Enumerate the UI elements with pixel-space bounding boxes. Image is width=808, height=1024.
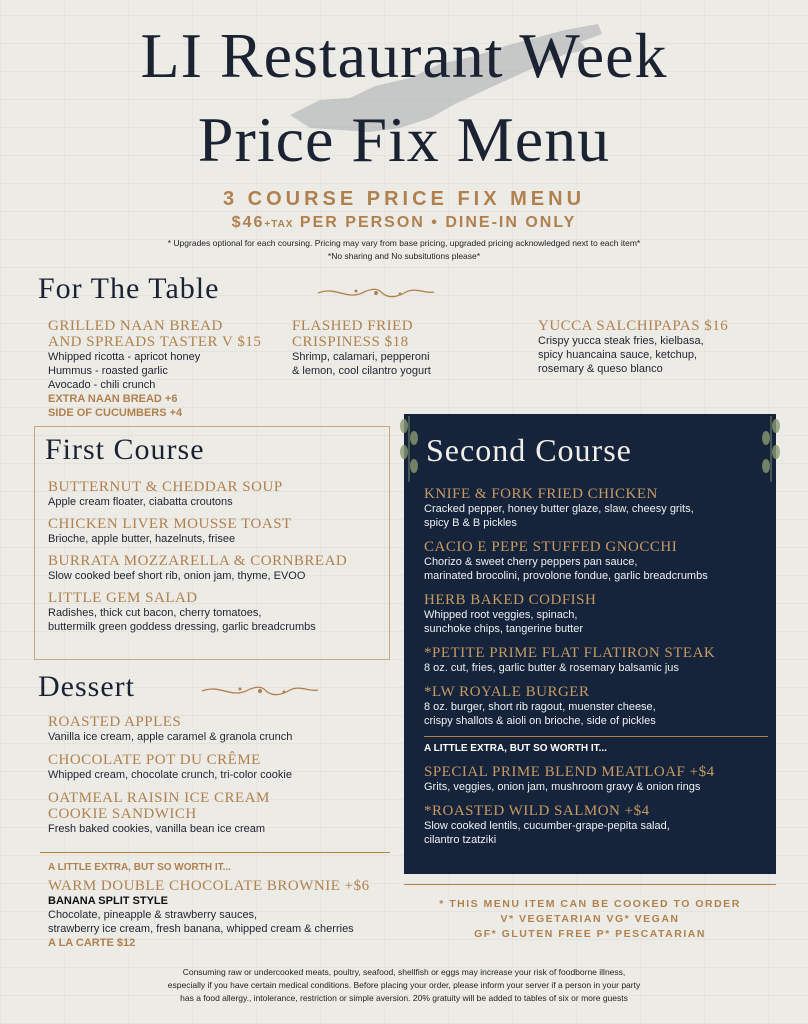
item-desc: Chorizo & sweet cherry peppers pan sauce, <box>424 556 638 568</box>
item-desc: spicy B & B pickles <box>424 517 517 529</box>
extra-naan: EXTRA NAAN BREAD +6 <box>48 393 178 405</box>
item-name: LITTLE GEM SALAD <box>48 590 198 606</box>
menu-item <box>48 790 388 836</box>
menu-item <box>424 803 768 847</box>
dessert-title: Dessert <box>38 670 135 703</box>
item-desc: Brioche, apple butter, hazelnuts, frisee <box>48 533 236 545</box>
footer-disclaimer <box>0 966 808 1005</box>
item-desc: marinated brocolini, provolone fondue, garlic breadcrumbs <box>424 570 708 582</box>
extra-cucumbers: SIDE OF CUCUMBERS +4 <box>48 407 183 419</box>
legend-line: * THIS MENU ITEM CAN BE COOKED TO ORDER <box>439 898 741 910</box>
flourish-ornament <box>316 284 436 302</box>
item-desc: crispy shallots & aioli on brioche, side of pickles <box>424 715 656 727</box>
item-desc: Radishes, thick cut bacon, cherry tomatoes, <box>48 607 262 619</box>
item-desc: 8 oz. burger, short rib ragout, muenster cheese, <box>424 701 656 713</box>
price-tax: +TAX <box>264 219 294 230</box>
menu-item <box>48 590 384 634</box>
item-desc: Slow cooked beef short rib, onion jam, thyme, EVOO <box>48 570 306 582</box>
item-name: OATMEAL RAISIN ICE CREAM <box>48 790 270 806</box>
item-desc: Shrimp, calamari, pepperoni <box>292 351 430 363</box>
olive-branch-right <box>760 414 782 484</box>
item-name: BURRATA MOZZARELLA & CORNBREAD <box>48 553 348 569</box>
item-name: HERB BAKED CODFISH <box>424 592 597 608</box>
item-desc: Whipped ricotta - apricot honey <box>48 351 201 363</box>
item-name: ROASTED APPLES <box>48 714 182 730</box>
menu-item <box>48 479 384 509</box>
olive-branch-left <box>398 414 420 484</box>
menu-item <box>48 752 388 782</box>
item-name: FLASHED FRIED <box>292 318 414 334</box>
menu-item <box>424 684 768 728</box>
dessert-list <box>48 714 388 836</box>
item-desc: Fresh baked cookies, vanilla bean ice cream <box>48 823 266 835</box>
banana-split-title: BANANA SPLIT STYLE <box>48 895 168 907</box>
extra-heading: A LITTLE EXTRA, BUT SO WORTH IT... <box>424 743 607 754</box>
item-name: CHICKEN LIVER MOUSSE TOAST <box>48 516 292 532</box>
brownie-name: WARM DOUBLE CHOCOLATE BROWNIE +$6 <box>48 878 370 894</box>
table-item-salchipapas <box>538 318 788 376</box>
first-course-list <box>48 479 384 634</box>
legend-line: V* VEGETARIAN VG* VEGAN <box>500 913 680 925</box>
item-desc: cilantro tzatziki <box>424 834 497 846</box>
item-name: CRISPINESS $18 <box>292 334 409 350</box>
upgrade-note: * Upgrades optional for each coursing. Pricing may vary from base pricing, upgraded pricing acknowledged next to each item* <box>167 238 641 248</box>
item-name: *ROASTED WILD SALMON +$4 <box>424 803 650 819</box>
item-desc: spicy huancaina sauce, ketchup, <box>538 349 697 361</box>
table-item-naan <box>48 318 288 420</box>
menu-item <box>48 516 384 546</box>
second-course-panel <box>404 414 776 874</box>
course-subtitle: 3 COURSE PRICE FIX MENU <box>222 188 586 210</box>
item-name: CHOCOLATE POT DU CRÊME <box>48 752 261 768</box>
item-desc: Chocolate, pineapple & strawberry sauces, <box>48 909 258 921</box>
sharing-note: *No sharing and No subsitutions please* <box>327 251 481 261</box>
legend <box>420 897 760 942</box>
legend-line: GF* GLUTEN FREE P* PESCATARIAN <box>474 928 706 940</box>
a-la-carte-price: A LA CARTE $12 <box>48 937 136 949</box>
item-desc: strawberry ice cream, fresh banana, whipped cream & cherries <box>48 923 354 935</box>
divider <box>404 884 776 885</box>
menu-item <box>424 645 768 675</box>
item-name: COOKIE SANDWICH <box>48 806 197 822</box>
menu-item <box>424 539 768 583</box>
menu-item <box>424 592 768 636</box>
item-desc: sunchoke chips, tangerine butter <box>424 623 583 635</box>
for-the-table-title: For The Table <box>38 272 220 305</box>
dessert-extra <box>48 878 398 950</box>
item-desc: Grits, veggies, onion jam, mushroom gravy & onion rings <box>424 781 701 793</box>
divider <box>40 852 390 853</box>
item-desc: & lemon, cool cilantro yogurt <box>292 365 431 377</box>
item-name: BUTTERNUT & CHEDDAR SOUP <box>48 479 283 495</box>
flourish-ornament <box>200 682 320 700</box>
title-line-1: LI Restaurant Week <box>140 20 668 91</box>
item-desc: Cracked pepper, honey butter glaze, slaw, cheesy grits, <box>424 503 694 515</box>
price-line <box>0 214 808 232</box>
item-desc: Crispy yucca steak fries, kielbasa, <box>538 335 704 347</box>
item-desc: Whipped cream, chocolate crunch, tri-color cookie <box>48 769 292 781</box>
table-item-crispiness <box>292 318 522 378</box>
disclaimer-line: Consuming raw or undercooked meats, poultry, seafood, shellfish or eggs may increase your risk of foodborne illness, <box>182 967 626 977</box>
item-name: YUCCA SALCHIPAPAS $16 <box>538 318 729 334</box>
item-name: *LW ROYALE BURGER <box>424 684 590 700</box>
first-course-title: First Course <box>45 433 205 466</box>
disclaimer-line: has a food allergy., intolerance, restriction or simple aversion. 20% gratuity will be added to tables of six or more guests <box>180 993 628 1003</box>
menu-item <box>424 486 768 530</box>
item-desc: Apple cream floater, ciabatta croutons <box>48 496 233 508</box>
item-name: CACIO E PEPE STUFFED GNOCCHI <box>424 539 678 555</box>
second-course-list <box>424 486 768 847</box>
price-amount: $46 <box>231 214 265 231</box>
item-name: GRILLED NAAN BREAD <box>48 318 223 334</box>
item-name: *PETITE PRIME FLAT FLATIRON STEAK <box>424 645 716 661</box>
title-line-2: Price Fix Menu <box>197 104 611 175</box>
item-desc: Slow cooked lentils, cucumber-grape-pepita salad, <box>424 820 670 832</box>
menu-item <box>48 553 384 583</box>
item-desc: Avocado - chili crunch <box>48 379 156 391</box>
disclaimer-line: especially if you have certain medical conditions. Before placing your order, please inform your server if a person in your party <box>167 980 641 990</box>
menu-item <box>424 764 768 794</box>
item-desc: buttermilk green goddess dressing, garlic breadcrumbs <box>48 621 316 633</box>
divider <box>424 736 768 737</box>
item-desc: rosemary & queso blanco <box>538 363 663 375</box>
menu-item <box>48 714 388 744</box>
price-rest: PER PERSON • DINE-IN ONLY <box>293 214 577 231</box>
item-desc: 8 oz. cut, fries, garlic butter & rosemary balsamic jus <box>424 662 679 674</box>
item-name: AND SPREADS TASTER V $15 <box>48 334 262 350</box>
item-name: KNIFE & FORK FRIED CHICKEN <box>424 486 658 502</box>
first-course-panel <box>34 426 390 660</box>
item-name: SPECIAL PRIME BLEND MEATLOAF +$4 <box>424 764 715 780</box>
dessert-extra-heading: A LITTLE EXTRA, BUT SO WORTH IT... <box>48 862 231 873</box>
item-desc: Hummus - roasted garlic <box>48 365 168 377</box>
item-desc: Whipped root veggies, spinach, <box>424 609 578 621</box>
item-desc: Vanilla ice cream, apple caramel & granola crunch <box>48 731 293 743</box>
second-course-title: Second Course <box>426 432 632 468</box>
